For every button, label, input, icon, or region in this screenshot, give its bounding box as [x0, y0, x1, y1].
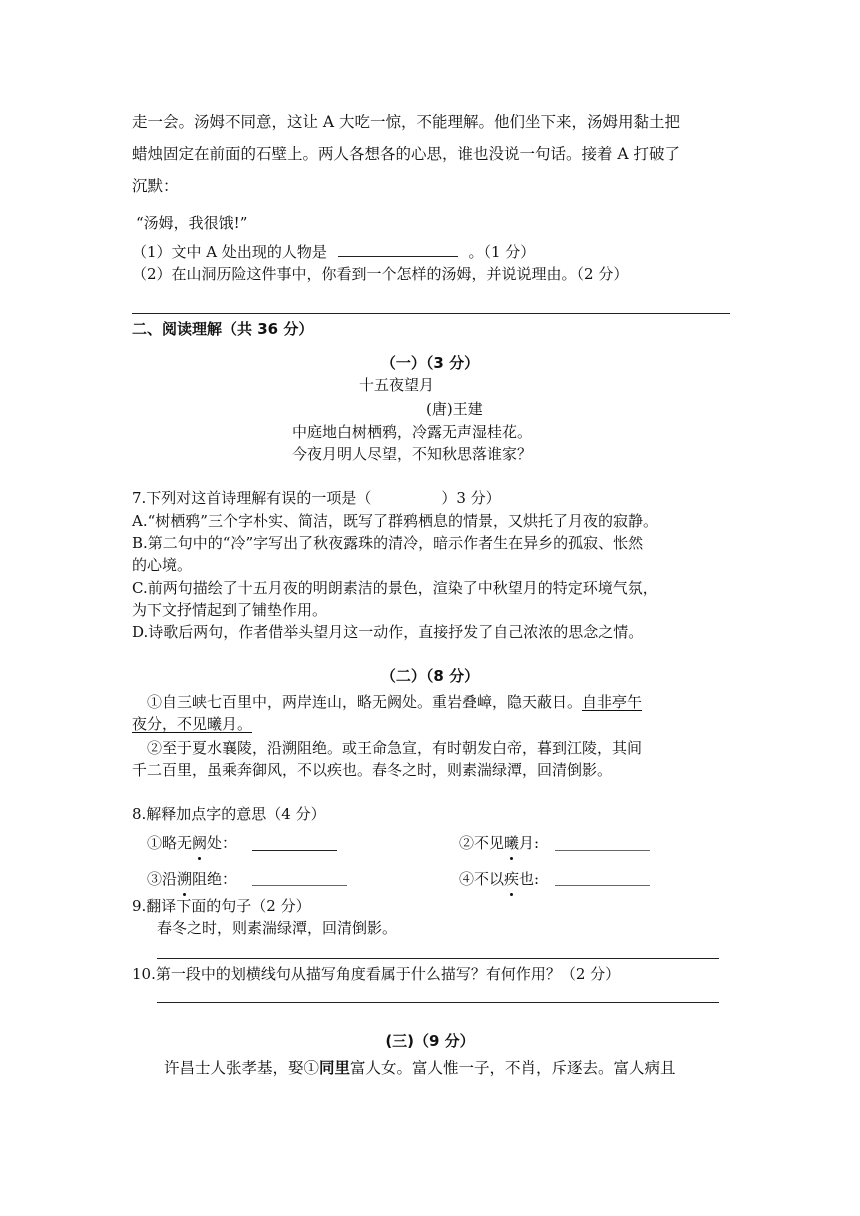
question-7 [132, 487, 728, 509]
question-7-score: ）3 分） [441, 489, 501, 507]
question-8-c [147, 868, 237, 890]
section-heading: 二、阅读理解（共 36 分） [132, 320, 314, 338]
question-8-a [147, 832, 237, 854]
question-8-b-colon: 月: [519, 834, 540, 852]
passage-3-line-1 [164, 1057, 728, 1079]
question-8: 8.解释加点字的意思（4 分） [132, 805, 326, 823]
dotted-character: 溯 [177, 870, 193, 888]
passage-3-text: 许昌士人张孝基，娶 [164, 1059, 304, 1077]
question-8-d [459, 868, 539, 890]
answer-line-d[interactable] [555, 885, 650, 886]
question-7-text: 7.下列对这首诗理解有误的一项是（ [132, 489, 372, 507]
option-a: A.“树栖鸦”三个字朴实、简洁，既写了群鸦栖息的情景，又烘托了月夜的寂静。 [132, 512, 658, 530]
option-d: D.诗歌后两句，作者借举头望月这一动作，直接抒发了自己浓浓的思念之情。 [132, 623, 644, 641]
key-word: 同里 [319, 1059, 351, 1077]
question-1 [132, 241, 728, 263]
footnote-marker: ① [303, 1059, 320, 1077]
answer-line-a[interactable] [252, 850, 337, 851]
option-c-line-1: C.前两句描绘了十五月夜的明朗素洁的景色，渲染了中秋望月的特定环境气氛， [132, 579, 658, 597]
passage-text: ①自三峡七百里中，两岸连山，略无阙处。重岩叠嶂，隐天蔽日。 [147, 693, 583, 711]
question-8-a-colon: 处： [207, 834, 238, 852]
part-3-heading: (三)（9 分） [385, 1032, 475, 1050]
intro-line-3: 沉默： [132, 177, 179, 195]
passage-3-text-cont: 富人女。富人惟一子，不肖，斥逐去。富人病且 [350, 1059, 676, 1077]
underlined-sentence: 自非亭午 [582, 693, 643, 711]
answer-line-c[interactable] [252, 885, 347, 886]
question-8-b-text: ②不见 [459, 834, 505, 852]
part-1-heading: （一）（3 分） [380, 354, 480, 372]
passage-para-2-line-1: ②至于夏水襄陵，沿溯阻绝。或王命急宣，有时朝发白帝，暮到江陵，其间 [147, 739, 643, 757]
question-8-a-text: ①略无 [147, 834, 193, 852]
question-8-c-colon: 阻绝： [192, 870, 238, 888]
poem-title: 十五夜望月 [359, 376, 435, 394]
question-2: （2）在山洞历险这件事中，你看到一个怎样的汤姆，并说说理由。（2 分） [132, 265, 629, 283]
poem-author: (唐)王建 [426, 400, 483, 418]
dotted-character: 曦 [504, 834, 520, 852]
underlined-sentence: 夜分，不见曦月。 [132, 715, 253, 733]
intro-quote: “汤姆，我很饿!” [136, 214, 248, 232]
question-1-text: （1）文中 A 处出现的人物是 [132, 243, 327, 261]
question-8-c-text: ③沿 [147, 870, 178, 888]
intro-line-1: 走一会。汤姆不同意，这让 A 大吃一惊，不能理解。他们坐下来，汤姆用黏土把 [132, 113, 681, 131]
answer-line-b[interactable] [555, 850, 650, 851]
question-8-d-colon: 也: [519, 870, 540, 888]
question-8-b [459, 832, 539, 854]
question-10: 10.第一段中的划横线句从描写角度看属于什么描写？有何作用？（2 分） [132, 965, 621, 983]
option-b-line-1: B.第二句中的“冷”字写出了秋夜露珠的清冷，暗示作者生在异乡的孤寂、怅然 [132, 534, 644, 552]
question-1-score: 。（1 分） [468, 243, 536, 261]
question-9-sentence: 春冬之时，则素湍绿潭，回清倒影。 [157, 919, 398, 937]
passage-para-1-line-1 [147, 691, 728, 713]
option-b-line-2: 的心境。 [132, 556, 193, 574]
passage-para-1-line-2 [132, 713, 728, 735]
poem-line-1: 中庭地白树栖鸦，冷露无声湿桂花。 [292, 423, 533, 441]
question-8-d-text: ④不以 [459, 870, 505, 888]
dotted-character: 疾 [504, 870, 520, 888]
answer-blank[interactable] [338, 242, 458, 257]
question-9: 9.翻译下面的句子（2 分） [132, 897, 311, 915]
section-divider [132, 313, 730, 314]
option-c-line-2: 为下文抒情起到了铺垫作用。 [132, 601, 328, 619]
answer-line-9[interactable] [157, 958, 719, 959]
part-2-heading: （二）（8 分） [380, 667, 480, 685]
passage-para-2-line-2: 千二百里，虽乘奔御风，不以疾也。春冬之时，则素湍绿潭，回清倒影。 [132, 761, 613, 779]
poem-line-2: 今夜月明人尽望，不知秋思落谁家？ [292, 445, 533, 463]
intro-line-2: 蜡烛固定在前面的石壁上。两人各想各的心思，谁也没说一句话。接着 A 打破了 [132, 145, 681, 163]
answer-line-10[interactable] [157, 1002, 719, 1003]
dotted-character: 阙 [192, 834, 208, 852]
